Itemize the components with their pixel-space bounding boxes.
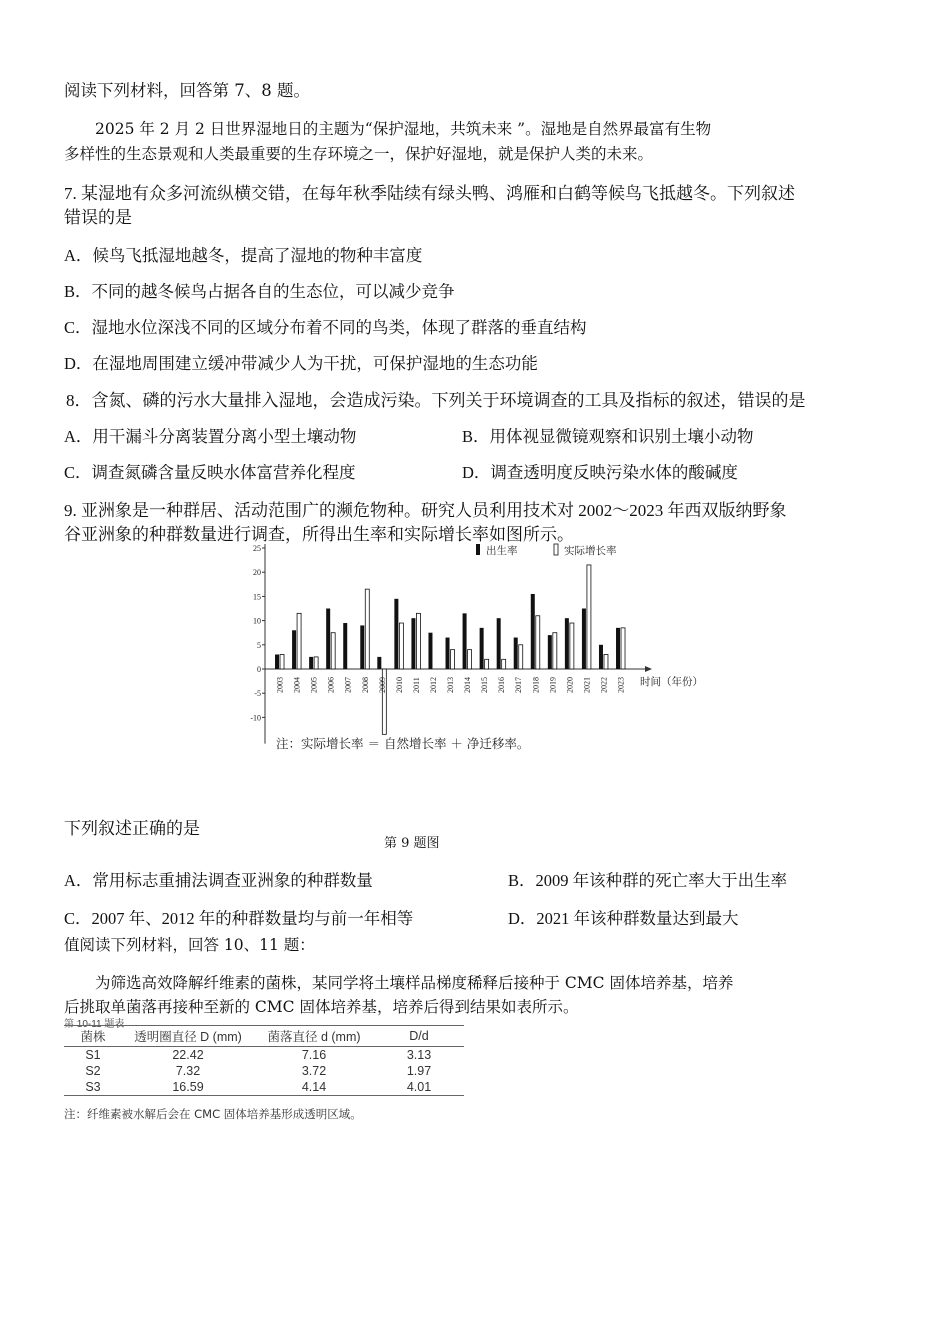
bar-birth-rate [548,635,552,669]
table-header-clear-zone: 透明圈直径 D (mm) [122,1026,254,1047]
bar-actual-growth [314,657,318,669]
bar-actual-growth [604,654,608,669]
bar-actual-growth [502,659,506,669]
q9-figure-caption: 第 9 题图 [384,836,440,851]
bar-birth-rate [514,638,518,669]
bar-actual-growth [468,650,472,669]
y-tick-label: 15 [253,592,261,602]
y-tick-label: 5 [257,640,261,650]
material-line-2: 多样性的生态景观和人类最重要的生存环境之一，保护好湿地，就是保护人类的未来。 [64,145,654,163]
table-cell: S2 [85,1064,101,1078]
x-tick-label: 2022 [599,677,609,693]
table-cell: S3 [64,1079,122,1096]
bar-actual-growth [587,565,591,669]
x-tick-label: 2007 [343,677,353,693]
q7-stem-1: 7. 某湿地有众多河流纵横交错，在每年秋季陆续有绿头鸭、鸿雁和白鹤等候鸟飞抵越冬。下列叙述 [64,184,795,203]
q9-followup: 下列叙述正确的是 [64,819,200,838]
bar-birth-rate [463,613,467,669]
q7-option-b: B．不同的越冬候鸟占据各自的生态位，可以减少竞争 [64,282,455,301]
table-cell: 7.32 [175,1064,201,1078]
table-cell: 4.14 [254,1079,374,1096]
q7-option-d: D．在湿地周围建立缓冲带减少人为干扰，可保护湿地的生态功能 [64,354,538,373]
bar-actual-growth [280,654,284,669]
q8-option-b: B．用体视显微镜观察和识别土壤小动物 [462,427,754,446]
legend-swatch-actual-growth [554,544,558,555]
q8-option-a: A．用干漏斗分离装置分离小型土壤动物 [64,427,357,446]
table-cell: S1 [85,1048,101,1062]
x-axis-label: 时间（年份） [640,676,703,688]
bar-actual-growth [570,623,574,669]
q8-option-c: C．调查氮磷含量反映水体富营养化程度 [64,463,356,482]
table-caption: 第 10-11 题表 [64,1019,125,1030]
y-tick-label: -10 [250,713,261,723]
x-tick-label: 2023 [616,677,626,693]
legend-swatch-birth-rate [476,544,480,555]
bar-birth-rate [326,609,330,670]
table-row [64,1079,464,1096]
bar-actual-growth [451,650,455,669]
table-cell: 3.13 [406,1048,432,1062]
table-header-row [64,1026,464,1047]
bar-birth-rate [411,618,415,669]
x-tick-label: 2021 [582,677,592,693]
bar-actual-growth [553,633,557,669]
bar-birth-rate [599,645,603,669]
q9-option-a: A．常用标志重捕法调查亚洲象的种群数量 [64,871,373,890]
table-cell: 16.59 [122,1079,254,1096]
y-tick-label: 25 [253,544,261,553]
x-tick-label: 2015 [480,677,490,693]
bar-actual-growth [365,589,369,669]
bar-actual-growth [297,613,301,669]
q9-stem-2: 谷亚洲象的种群数量进行调查，所得出生率和实际增长率如图所示。 [64,525,574,544]
intro-10-11: 值阅读下列材料，回答 10、11 题： [64,936,315,954]
table-note: 注：纤维素被水解后会在 CMC 固体培养基形成透明区域。 [64,1107,362,1121]
q8-option-d: D．调查透明度反映污染水体的酸碱度 [462,463,738,482]
x-tick-label: 2017 [514,677,524,693]
table-cell: 22.42 [172,1048,204,1062]
y-tick-label: -5 [254,689,261,699]
x-axis-arrow [645,666,652,672]
bar-birth-rate [275,654,279,669]
q7-stem-2: 错误的是 [64,208,132,227]
bar-birth-rate [582,609,586,670]
x-tick-label: 2004 [292,677,302,693]
bar-birth-rate [292,630,296,669]
x-tick-label: 2014 [463,677,473,693]
material-10-11-line-1: 为筛选高效降解纤维素的菌株，某同学将土壤样品梯度稀释后接种于 CMC 固体培养基，培养 [64,974,734,992]
x-tick-label: 2013 [446,677,456,693]
bar-actual-growth [331,633,335,669]
q8-stem: 8．含氮、磷的污水大量排入湿地，会造成污染。下列关于环境调查的工具及指标的叙述，错误的是 [66,391,806,410]
x-tick-label: 2003 [275,677,285,693]
table-cell: 4.01 [374,1079,464,1096]
material-10-11-line-2: 后挑取单菌落再接种至新的 CMC 固体培养基，培养后得到结果如表所示。 [64,998,579,1016]
material-line-1: 2025 年 2 月 2 日世界湿地日的主题为“保护湿地，共筑未来 ”。湿地是自然界最富有生物 [64,120,712,138]
y-tick-label: 20 [253,568,261,578]
y-tick-label: 0 [257,665,261,674]
q9-bar-chart [240,540,703,755]
table-cell: 1.97 [406,1064,432,1078]
table-header-colony: 菌落直径 d (mm) [254,1026,374,1047]
x-tick-label: 2019 [548,677,558,693]
table-row [64,1047,464,1064]
bar-actual-growth [485,659,489,669]
x-tick-label: 2012 [428,677,438,693]
table-cell: 3.72 [301,1064,327,1078]
q9-option-d: D．2021 年该种群数量达到最大 [508,909,739,928]
table-header-ratio: D/d [374,1026,464,1047]
x-tick-label: 2006 [326,677,336,693]
bar-birth-rate [565,618,569,669]
x-tick-label: 2020 [565,677,575,693]
bar-actual-growth [416,613,420,669]
x-tick-label: 2010 [394,677,404,693]
bar-birth-rate [616,628,620,669]
bar-actual-growth [536,616,540,669]
bar-birth-rate [343,623,347,669]
intro-7-8: 阅读下列材料，回答第 7、8 题。 [64,81,310,100]
y-tick-label: 10 [253,616,261,626]
bar-actual-growth [519,645,523,669]
x-tick-label: 2018 [531,677,541,693]
bar-birth-rate [377,657,381,669]
x-tick-label: 2009 [377,677,387,693]
x-tick-label: 2011 [411,677,421,693]
q7-option-a: A．候鸟飞抵湿地越冬，提高了湿地的物种丰富度 [64,246,423,265]
bar-birth-rate [309,657,313,669]
legend-label-actual-growth: 实际增长率 [564,545,617,557]
bar-actual-growth [621,628,625,669]
q9-option-c: C．2007 年、2012 年的种群数量均与前一年相等 [64,909,414,928]
strain-table [64,1025,464,1096]
q9-option-b: B．2009 年该种群的死亡率大于出生率 [508,871,788,890]
bar-birth-rate [480,628,484,669]
table-cell: 7.16 [301,1048,327,1062]
bar-birth-rate [360,625,364,669]
q9-stem-1: 9. 亚洲象是一种群居、活动范围广的濒危物种。研究人员利用技术对 2002～2023 年西双版纳野象 [64,501,787,520]
bar-actual-growth [399,623,403,669]
table-header-strain: 菌株 [64,1026,122,1047]
bar-birth-rate [428,633,432,669]
bar-birth-rate [497,618,501,669]
bar-birth-rate [531,594,535,669]
q7-option-c: C．湿地水位深浅不同的区域分布着不同的鸟类，体现了群落的垂直结构 [64,318,587,337]
x-tick-label: 2005 [309,677,319,693]
x-tick-label: 2008 [360,677,370,693]
x-tick-label: 2016 [497,677,507,693]
table-row [64,1063,464,1079]
legend-label-birth-rate: 出生率 [486,545,518,557]
bar-birth-rate [446,638,450,669]
bar-birth-rate [394,599,398,669]
chart-note: 注：实际增长率 ＝ 自然增长率 ＋ 净迁移率。 [276,736,530,751]
